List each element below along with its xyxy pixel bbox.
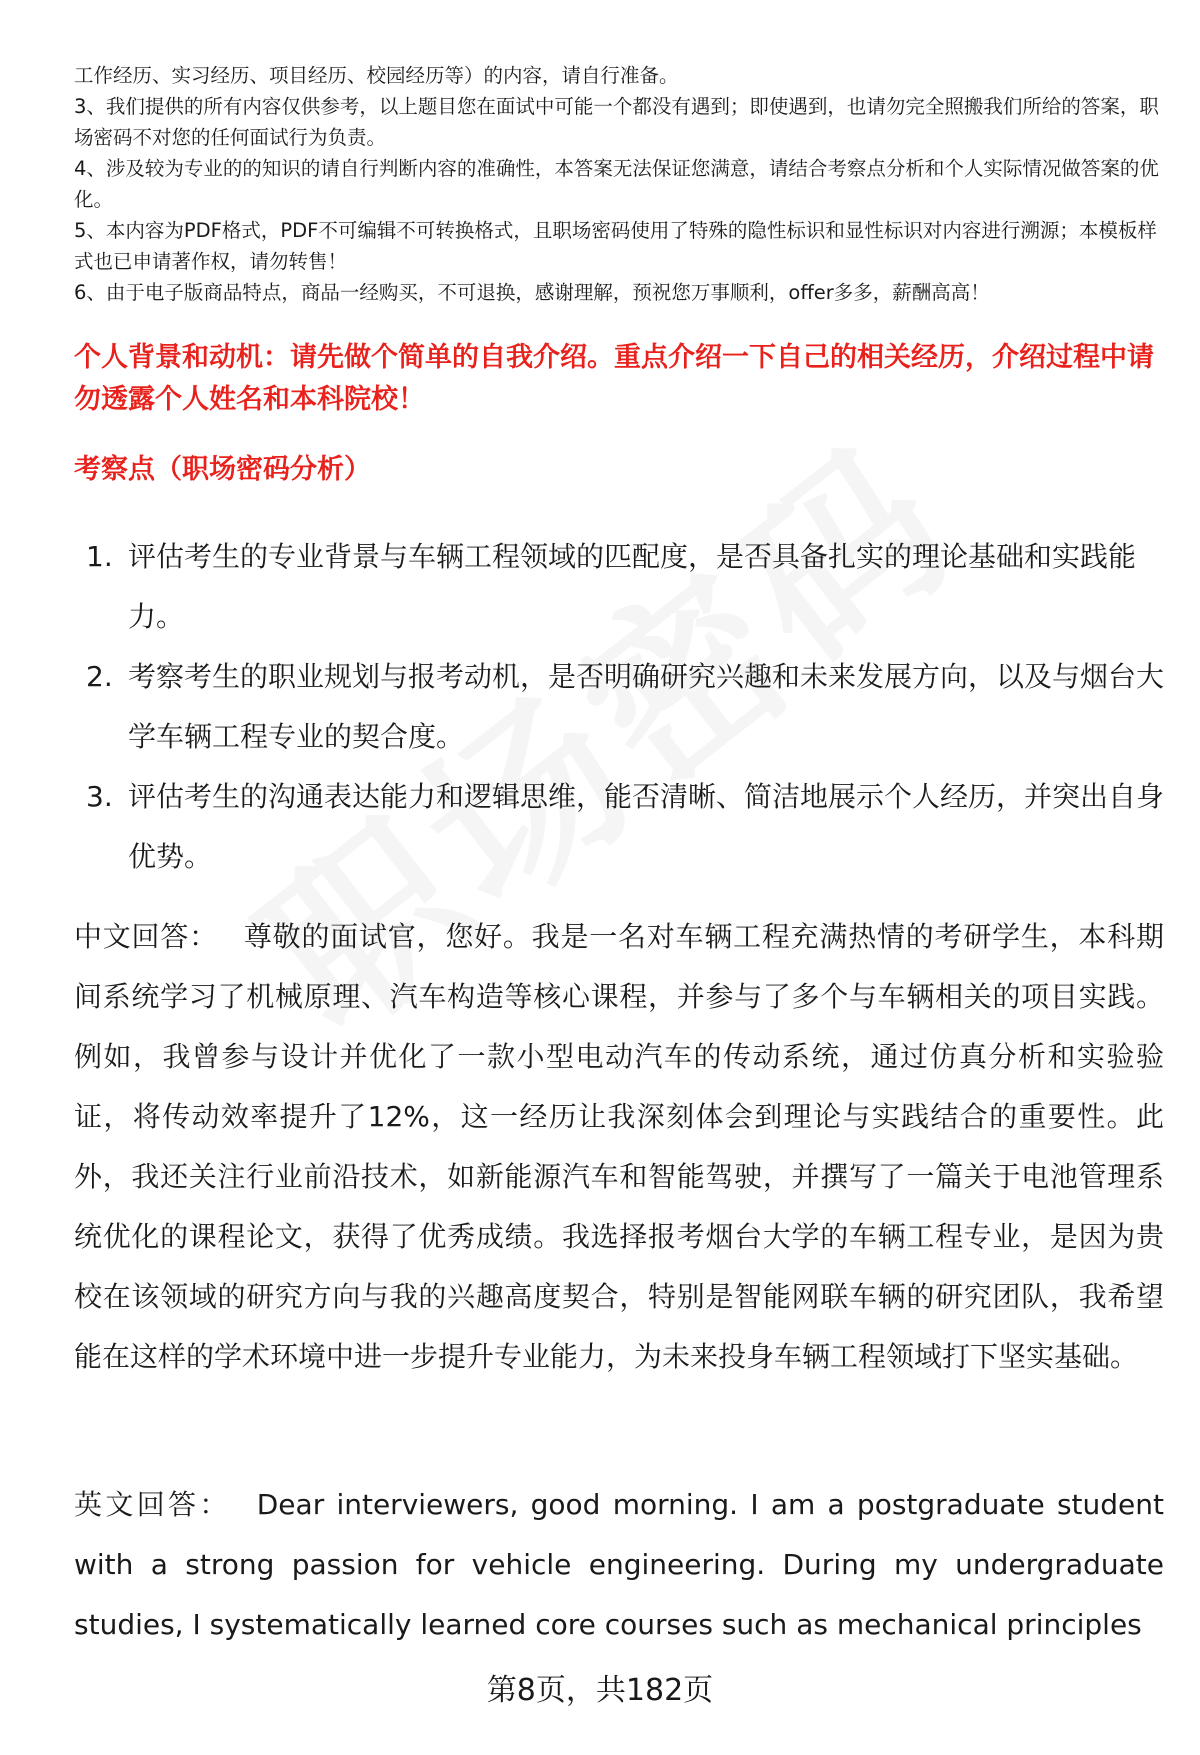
key-point-number: 2. [86, 660, 113, 693]
english-answer-text: Dear interviewers, good morning. I am a postgraduate student with a strong passion for vehicle engineering. During my undergraduate studies, I systematically learned core courses such as mechanical principles [74, 1488, 1164, 1641]
english-answer-label: 英文回答： [74, 1488, 231, 1521]
english-answer [74, 1475, 1164, 1655]
chinese-answer-text: 尊敬的面试官，您好。我是一名对车辆工程充满热情的考研学生，本科期间系统学习了机械原理、汽车构造等核心课程，并参与了多个与车辆相关的项目实践。例如，我曾参与设计并优化了一款小型电动汽车的传动系统，通过仿真分析和实验验证，将传动效率提升了12%，这一经历让我深刻体会到理论与实践结合的重要性。此外，我还关注行业前沿技术，如新能源汽车和智能驾驶，并撰写了一篇关于电池管理系统优化的课程论文，获得了优秀成绩。我选择报考烟台大学的车辆工程专业，是因为贵校在该领域的研究方向与我的兴趣高度契合，特别是智能网联车辆的研究团队，我希望能在这样的学术环境中进一步提升专业能力，为未来投身车辆工程领域打下坚实基础。 [74, 920, 1164, 1373]
key-point-number: 3. [86, 780, 113, 813]
notice-line: 5、本内容为PDF格式，PDF不可编辑不可转换格式，且职场密码使用了特殊的隐性标识和显性标识对内容进行溯源；本模板样式也已申请著作权，请勿转售！ [74, 219, 1157, 273]
key-point-number: 1. [86, 540, 113, 573]
page-number: 第8页，共182页 [486, 1673, 714, 1708]
key-point-text: 评估考生的专业背景与车辆工程领域的匹配度，是否具备扎实的理论基础和实践能力。 [128, 540, 1137, 633]
key-point-item [74, 767, 1164, 887]
key-point-text: 考察考生的职业规划与报考动机，是否明确研究兴趣和未来发展方向，以及与烟台大学车辆工程专业的契合度。 [128, 660, 1165, 753]
notice-line: 6、由于电子版商品特点，商品一经购买，不可退换，感谢理解，预祝您万事顺利，offer多多，薪酬高高！ [74, 281, 990, 304]
notice-section [74, 60, 1164, 308]
chinese-answer [74, 907, 1164, 1387]
question-heading: 个人背景和动机：请先做个简单的自我介绍。重点介绍一下自己的相关经历，介绍过程中请勿透露个人姓名和本科院校！ [74, 342, 1154, 415]
chinese-answer-label: 中文回答： [74, 920, 218, 953]
key-point-item [74, 527, 1164, 647]
key-points-heading: 考察点（职场密码分析） [74, 454, 371, 485]
notice-line: 工作经历、实习经历、项目经历、校园经历等）的内容，请自行准备。 [74, 64, 679, 87]
key-points-list [74, 527, 1164, 887]
key-point-item [74, 647, 1164, 767]
key-point-text: 评估考生的沟通表达能力和逻辑思维，能否清晰、简洁地展示个人经历，并突出自身优势。 [128, 780, 1165, 873]
notice-line: 3、我们提供的所有内容仅供参考，以上题目您在面试中可能一个都没有遇到；即使遇到，也请勿完全照搬我们所给的答案，职场密码不对您的任何面试行为负责。 [74, 95, 1159, 149]
notice-line: 4、涉及较为专业的的知识的请自行判断内容的准确性，本答案无法保证您满意，请结合考察点分析和个人实际情况做答案的优化。 [74, 157, 1159, 211]
